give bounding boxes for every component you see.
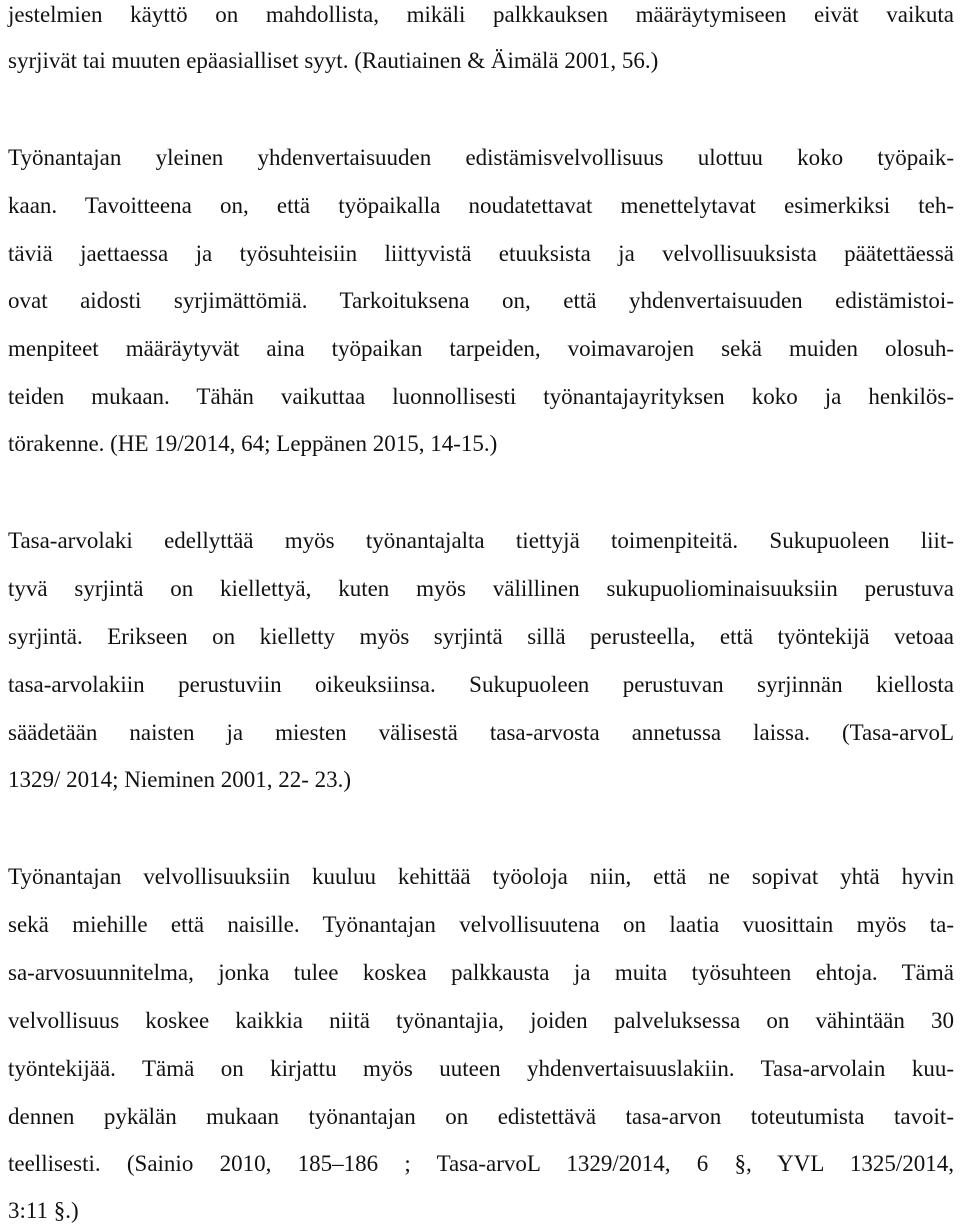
text-line: Työnantajan velvollisuuksiin kuuluu kehittää työoloja niin, että ne sopivat yhtä hyvin <box>8 864 954 889</box>
text-line: teiden mukaan. Tähän vaikuttaa luonnollisesti työnantajayrityksen koko ja henkilös- <box>8 384 954 409</box>
text-line: törakenne. (HE 19/2014, 64; Leppänen 2015, 14-15.) <box>8 431 498 456</box>
text-line: säädetään naisten ja miesten välisestä tasa-arvosta annetussa laissa. (Tasa-arvoL <box>8 720 954 745</box>
text-line: tyvä syrjintä on kiellettyä, kuten myös välillinen sukupuoliominaisuuksiin perustuva <box>8 576 954 601</box>
text-line: 1329/ 2014; Nieminen 2001, 22- 23.) <box>8 767 352 792</box>
text-line: Työnantajan yleinen yhdenvertaisuuden edistämisvelvollisuus ulottuu koko työpaik- <box>8 145 954 170</box>
text-line: dennen pykälän mukaan työnantajan on edistettävä tasa-arvon toteutumista tavoit- <box>8 1104 954 1129</box>
text-line: ovat aidosti syrjimättömiä. Tarkoituksena on, että yhdenvertaisuuden edistämistoi- <box>8 288 954 313</box>
text-line: sa-arvosuunnitelma, jonka tulee koskea palkkausta ja muita työsuhteen ehtoja. Tämä <box>8 960 954 985</box>
text-line: täviä jaettaessa ja työsuhteisiin liittyvistä etuuksista ja velvollisuuksista päätettäessä <box>8 241 954 266</box>
text-line: syrjivät tai muuten epäasialliset syyt. (Rautiainen & Äimälä 2001, 56.) <box>8 48 659 73</box>
text-line: jestelmien käyttö on mahdollista, mikäli palkkauksen määräytymiseen eivät vaikuta <box>8 2 954 27</box>
text-line: työntekijää. Tämä on kirjattu myös uuteen yhdenvertaisuuslakiin. Tasa-arvolain kuu- <box>8 1056 954 1081</box>
document-page <box>8 0 954 1227</box>
text-line: tasa-arvolakiin perustuviin oikeuksiinsa. Sukupuoleen perustuvan syrjinnän kiellosta <box>8 672 954 697</box>
text-line: kaan. Tavoitteena on, että työpaikalla noudatettavat menettelytavat esimerkiksi teh- <box>8 193 954 218</box>
text-line: teellisesti. (Sainio 2010, 185–186 ; Tasa-arvoL 1329/2014, 6 §, YVL 1325/2014, <box>8 1151 954 1176</box>
text-line: syrjintä. Erikseen on kielletty myös syrjintä sillä perusteella, että työntekijä vetoaa <box>8 624 954 649</box>
text-line: sekä miehille että naisille. Työnantajan velvollisuutena on laatia vuosittain myös ta- <box>8 912 954 937</box>
text-line: menpiteet määräytyvät aina työpaikan tarpeiden, voimavarojen sekä muiden olosuh- <box>8 336 954 361</box>
text-line: Tasa-arvolaki edellyttää myös työnantajalta tiettyjä toimenpiteitä. Sukupuoleen liit- <box>8 528 954 553</box>
text-line: velvollisuus koskee kaikkia niitä työnantajia, joiden palveluksessa on vähintään 30 <box>8 1008 954 1033</box>
text-line: 3:11 §.) <box>8 1198 79 1223</box>
